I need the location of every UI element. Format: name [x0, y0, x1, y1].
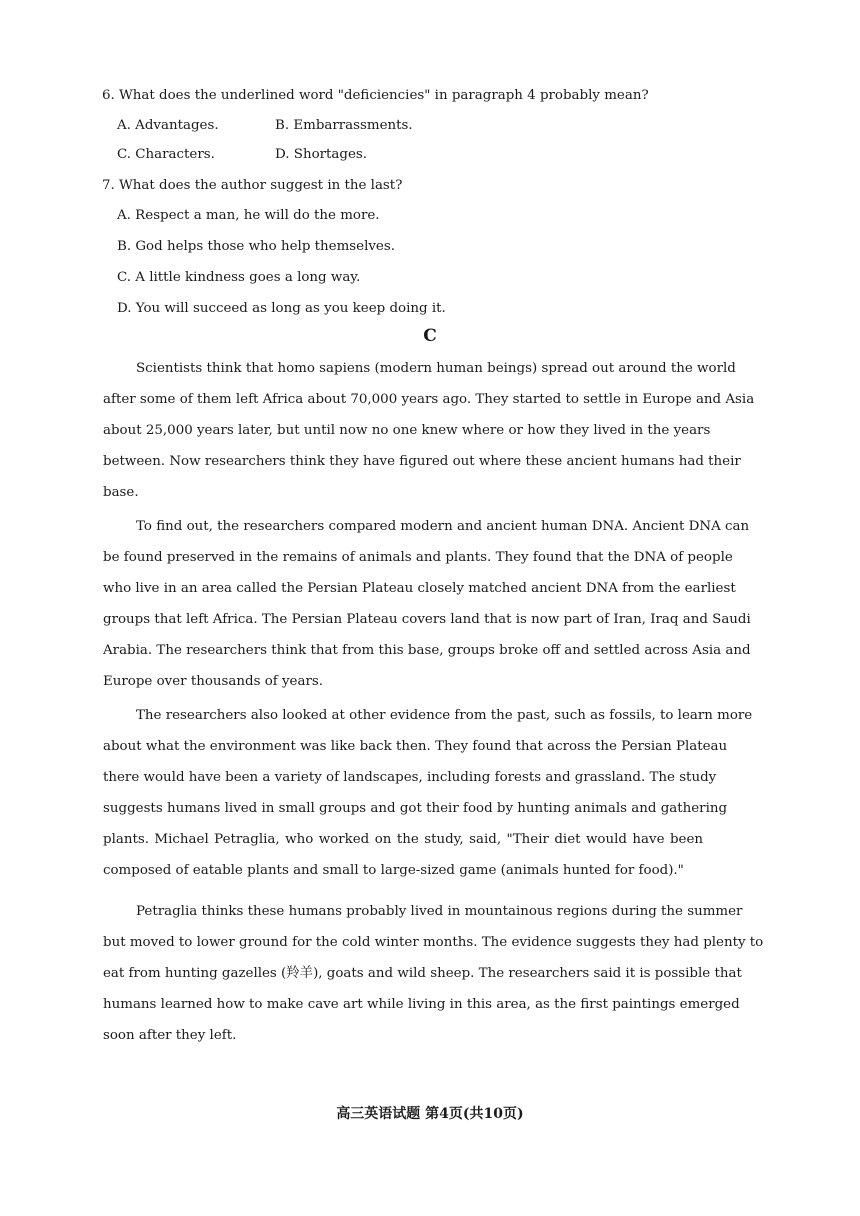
question-7-option-b: B. God helps those who help themselves. [117, 239, 395, 254]
passage-line: suggests humans lived in small groups and got their food by hunting animals and gathering [103, 801, 728, 816]
section-title: C [423, 326, 437, 346]
passage-line: Petraglia thinks these humans probably lived in mountainous regions during the summer [136, 904, 743, 919]
passage-line: plants. Michael Petraglia, who worked on the study, said, "Their diet would have been [103, 832, 703, 847]
passage-line: about 25,000 years later, but until now no one knew where or how they lived in the years [103, 423, 711, 438]
passage-paragraph-4 [103, 902, 764, 1057]
question-6-option-d: D. Shortages. [275, 147, 368, 162]
passage-line: Scientists think that homo sapiens (modern human beings) spread out around the world [136, 361, 736, 376]
passage-paragraph-2 [103, 517, 751, 703]
question-7-stem: 7. What does the author suggest in the last? [102, 178, 403, 193]
question-6-stem: 6. What does the underlined word "deficiencies" in paragraph 4 probably mean? [102, 88, 649, 103]
passage-line: groups that left Africa. The Persian Plateau covers land that is now part of Iran, Iraq and Saudi [103, 612, 751, 627]
question-6-option-a: A. Advantages. [117, 118, 219, 133]
passage-line: but moved to lower ground for the cold winter months. The evidence suggests they had plenty to [103, 935, 764, 950]
passage-line: between. Now researchers think they have figured out where these ancient humans had their [103, 454, 741, 469]
passage-line: be found preserved in the remains of animals and plants. They found that the DNA of people [103, 550, 733, 565]
passage-line: who live in an area called the Persian Plateau closely matched ancient DNA from the earliest [103, 581, 736, 596]
passage-paragraph-3 [103, 706, 753, 892]
question-6-option-b: B. Embarrassments. [275, 118, 413, 133]
passage-line: eat from hunting gazelles (羚羊), goats and wild sheep. The researchers said it is possible that [103, 966, 742, 981]
passage-paragraph-1 [103, 359, 755, 514]
question-7-option-c: C. A little kindness goes a long way. [117, 270, 361, 285]
passage-line: there would have been a variety of landscapes, including forests and grassland. The study [103, 770, 717, 785]
passage-line: base. [103, 485, 139, 500]
question-7-option-a: A. Respect a man, he will do the more. [117, 208, 380, 223]
passage-line: To find out, the researchers compared modern and ancient human DNA. Ancient DNA can [136, 519, 750, 534]
passage-line: The researchers also looked at other evidence from the past, such as fossils, to learn more [136, 708, 753, 723]
question-7-option-d: D. You will succeed as long as you keep doing it. [117, 301, 446, 316]
passage-line: soon after they left. [103, 1028, 237, 1043]
question-6-option-c: C. Characters. [117, 147, 215, 162]
page-footer: 高三英语试题 第4页(共10页) [336, 1106, 524, 1122]
passage-line: humans learned how to make cave art while living in this area, as the first paintings emerged [103, 997, 740, 1012]
passage-line: Europe over thousands of years. [103, 674, 323, 689]
passage-line: composed of eatable plants and small to large-sized game (animals hunted for food)." [103, 863, 684, 878]
passage-line: after some of them left Africa about 70,000 years ago. They started to settle in Europe and Asia [103, 392, 755, 407]
passage-line: about what the environment was like back then. They found that across the Persian Plateau [103, 739, 728, 754]
passage-line: Arabia. The researchers think that from this base, groups broke off and settled across Asia and [103, 643, 751, 658]
